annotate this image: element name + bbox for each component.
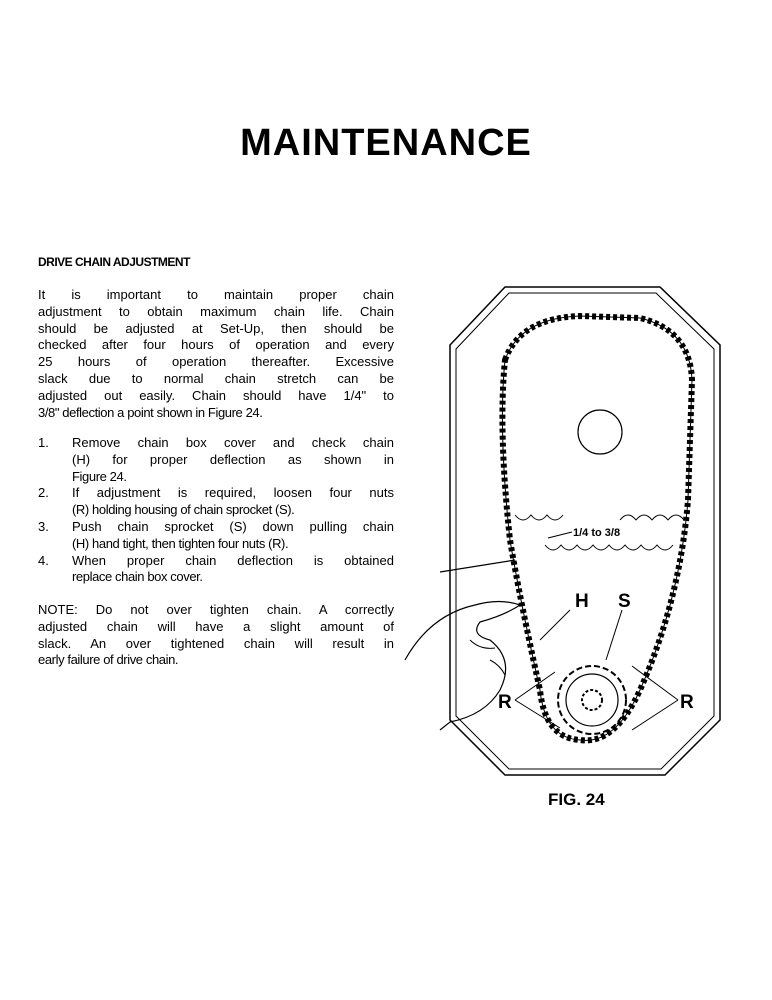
text-line: (H) hand tight, then tighten four nuts (R). — [72, 535, 289, 551]
section-heading: DRIVE CHAIN ADJUSTMENT — [38, 255, 190, 269]
label-r-right: R — [680, 692, 694, 713]
text-line: Push chain sprocket (S) down pulling chain — [72, 518, 394, 534]
text-line: slack due to normal chain stretch can be — [38, 370, 394, 386]
text-line: 25 hours of operation thereafter. Excessive — [38, 354, 394, 370]
text-line: adjusted chain will have a slight amount of — [38, 618, 394, 634]
sprocket-hub — [582, 690, 602, 710]
text-line: should be adjusted at Set-Up, then should be — [38, 320, 394, 336]
text-line: If adjustment is required, loosen four nuts — [72, 485, 394, 501]
label-s: S — [618, 591, 631, 612]
text-line: When proper chain deflection is obtained — [72, 552, 394, 568]
text-line: It is important to maintain proper chain — [38, 287, 394, 302]
text-line: (H) for proper deflection as shown in — [72, 451, 394, 467]
text-line: replace chain box cover. — [72, 569, 203, 585]
upper-hole — [578, 410, 622, 454]
list-item — [38, 435, 394, 485]
intro-paragraph — [38, 287, 394, 421]
list-item — [38, 553, 394, 587]
text-line: adjusted out easily. Chain should have 1/4" to — [38, 387, 394, 403]
page-title: MAINTENANCE — [240, 122, 532, 164]
text-line: (R) holding housing of chain sprocket (S). — [72, 502, 295, 518]
text-line: 3/8" deflection a point shown in Figure 24. — [38, 404, 263, 420]
text-line: Remove chain box cover and check chain — [72, 435, 394, 450]
text-line: NOTE: Do not over tighten chain. A correctly — [38, 602, 394, 617]
step-number: 1. — [38, 435, 49, 450]
text-line: Figure 24. — [72, 468, 127, 484]
note-paragraph — [38, 602, 394, 669]
label-h: H — [575, 591, 589, 612]
deflection-lower — [545, 545, 673, 550]
figure-caption: FIG. 24 — [548, 790, 605, 809]
deflection-label: 1/4 to 3/8 — [573, 527, 621, 539]
step-number: 4. — [38, 552, 49, 568]
text-line: adjustment to obtain maximum chain life. Chain — [38, 303, 394, 319]
list-item — [38, 485, 394, 519]
text-line: checked after four hours of operation and every — [38, 337, 394, 353]
step-number: 2. — [38, 485, 49, 501]
text-line: slack. An over tightened chain will result in — [38, 635, 394, 651]
text-line: early failure of drive chain. — [38, 652, 179, 668]
list-item — [38, 519, 394, 553]
chain-diagram — [395, 280, 735, 780]
steps-list — [38, 435, 394, 586]
step-number: 3. — [38, 518, 49, 534]
deflection-upper — [515, 515, 563, 520]
label-r-left: R — [498, 692, 512, 713]
